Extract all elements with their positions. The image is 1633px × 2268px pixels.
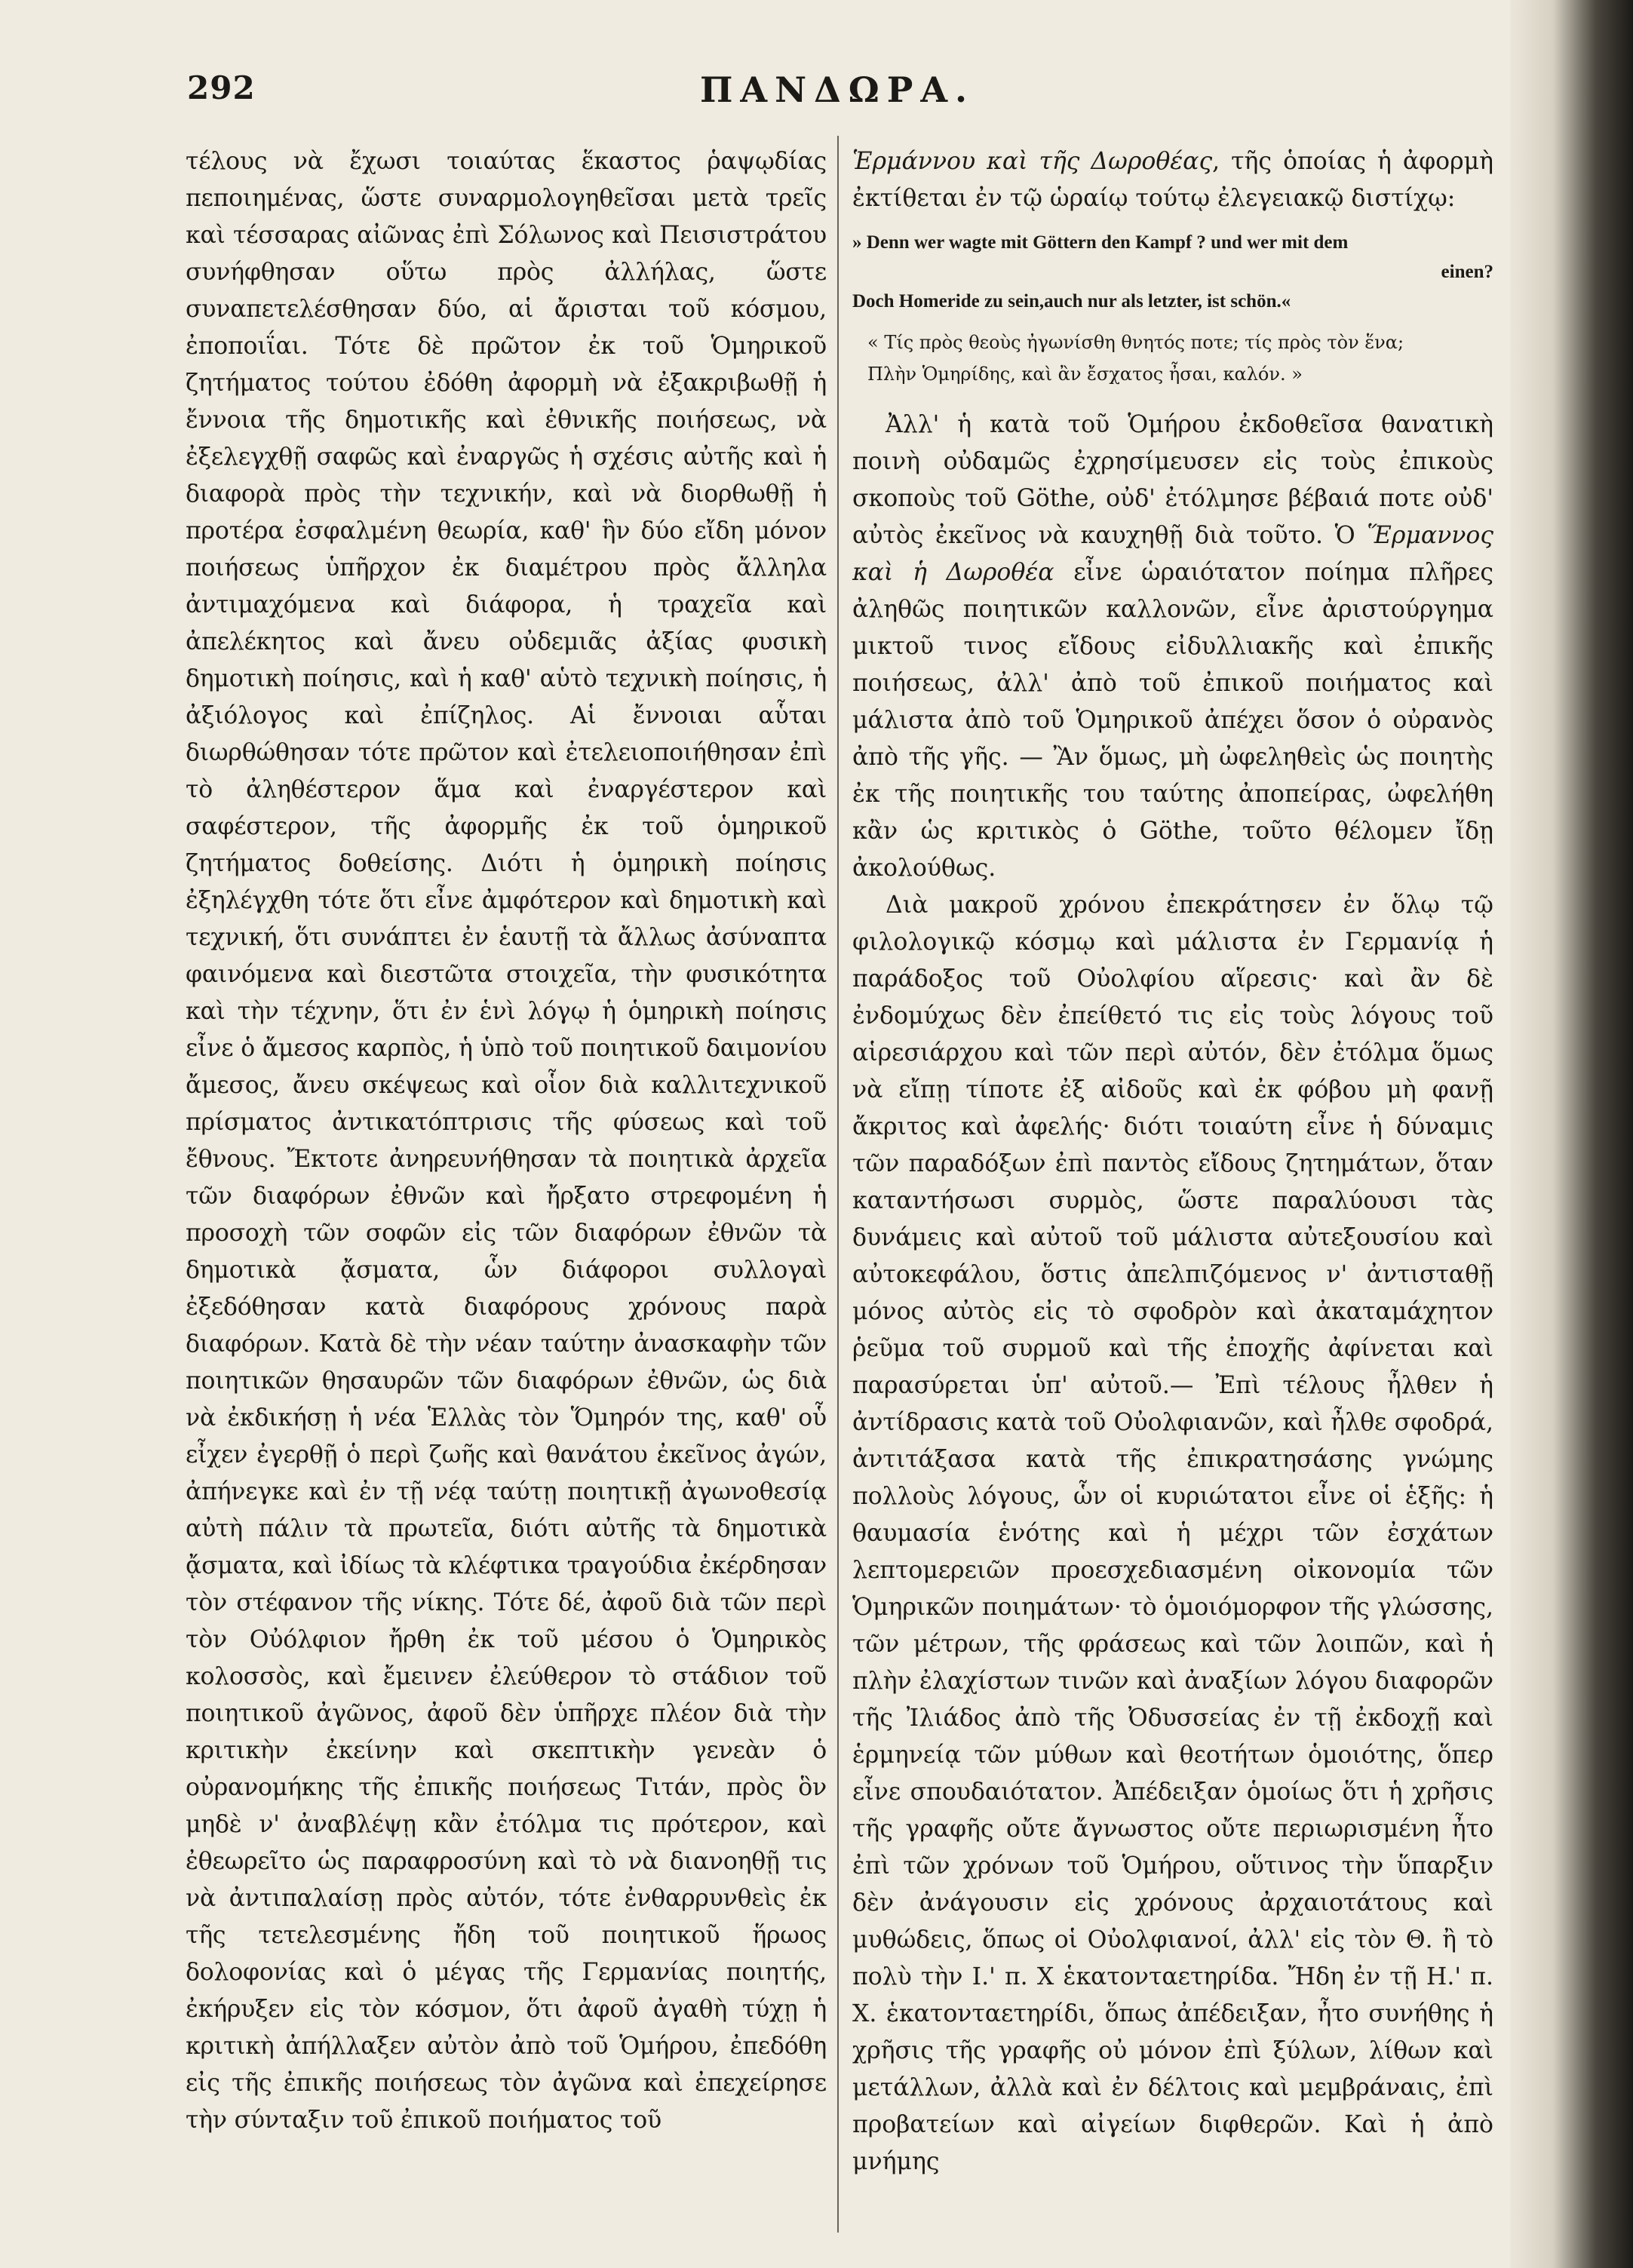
german-couplet xyxy=(852,228,1493,316)
page-header xyxy=(0,69,1509,122)
german-line-2: Doch Homeride zu sein,auch nur als letzter, ist schön.« xyxy=(852,291,1291,312)
paragraph-1-part-a: Ἀλλ' ἡ κατὰ τοῦ Ὁμήρου ἐκδοθεῖσα θανατικὴ ποινὴ οὐδαμῶς ἐχρησίμευσεν εἰς τοὺς ἐπικοὺς σκοποὺς τοῦ Göthe, οὐδ' ἐτόλμησε βέβαιά ποτε οὐδ' αὐτὸς ἐκεῖνος νὰ καυχηθῇ διὰ τοῦτο. Ὁ xyxy=(852,411,1493,549)
greek-verse-line-1: « Τίς πρὸς θεοὺς ἠγωνίσθη θνητός ποτε; τίς πρὸς τὸν ἕνα; xyxy=(867,332,1404,353)
right-column xyxy=(852,143,1493,2248)
right-paragraph-2: Διὰ μακροῦ χρόνου ἐπεκράτησεν ἐν ὅλῳ τῷ φιλολογικῷ κόσμῳ καὶ μάλιστα ἐν Γερμανίᾳ ἡ παράδοξος τοῦ Οὐολφίου αἵρεσις· καὶ ἂν δὲ ἐνδομύχως δὲν ἐπείθετό τις εἰς τοὺς λόγους τοῦ αἱρεσιάρχου καὶ τῶν περὶ αὐτόν, δὲν ἐτόλμα ὅμως νὰ εἴπῃ τίποτε ἐξ αἰδοῦς καὶ ἐκ φόβου μὴ φανῇ ἄκριτος καὶ ἀφελής· διότι τοιαύτη εἶνε ἡ δύναμις τῶν παραδόξων ἐπὶ παντὸς εἴδους ζητημάτων, ὅταν καταντήσωσι συρμὸς, ὥστε παραλύουσι τὰς δυνάμεις καὶ αὐτοῦ τοῦ μάλιστα αὐτεξουσίου καὶ αὐτοκεφάλου, ὅστις ἀπελπιζόμενος ν' ἀντισταθῇ μόνος αὐτὸς εἰς τὸ σφοδρὸν καὶ ἀκαταμάχητον ῥεῦμα τοῦ συρμοῦ καὶ τῆς ἐποχῆς ἀφίνεται καὶ παρασύρεται ὑπ' αὐτοῦ.— Ἐπὶ τέλους ἦλθεν ἡ ἀντίδρασις κατὰ τοῦ Οὐολφιανῶν, καὶ ἦλθε σφοδρά, ἀντιτάξασα κατὰ τῆς ἐπικρατησάσης γνώμης πολλοὺς λόγους, ὧν οἱ κυριώτατοι εἶνε οἱ ἑξῆς: ἡ θαυμασία ἑνότης καὶ ἡ μέχρι τῶν ἐσχάτων λεπτομερειῶν προεσχεδιασμένη οἰκονομία τῶν Ὁμηρικῶν ποιημάτων· τὸ ὁμοιόμορφον τῆς γλώσσης, τῶν μέτρων, τῆς φράσεως καὶ τῶν λοιπῶν, καὶ ἡ πλὴν ἐλαχίστων τινῶν καὶ ἀναξίων λόγου διαφορῶν τῆς Ἰλιάδος ἀπὸ τῆς Ὀδυσσείας ἐν τῇ ἐκδοχῇ καὶ ἑρμηνείᾳ τῶν μύθων καὶ θεοτήτων ὁμοιότης, ὅπερ εἶνε σπουδαιότατον. Ἀπέδειξαν ὁμοίως ὅτι ἡ χρῆσις τῆς γραφῆς οὔτε ἄγνωστος οὔτε περιωρισμένη ἦτο ἐπὶ τῶν χρόνων τοῦ Ὁμήρου, οὕτινος τὴν ὕπαρξιν δὲν ἀνάγουσιν εἰς χρόνους ἀρχαιοτάτους καὶ μυθώδεις, ὅπως οἱ Οὐολφιανοί, ἀλλ' εἰς τὸν Θ. ἢ τὸ πολὺ τὴν Ι.' π. Χ ἑκατονταετηρίδα. Ἤδη ἐν τῇ Η.' π. Χ. ἑκατονταετηρίδι, ὅπως ἀπέδειξαν, ἦτο συνήθης ἡ χρῆσις τῆς γραφῆς οὐ μόνον ἐπὶ ξύλων, λίθων καὶ μετάλλων, ἀλλὰ καὶ ἐν δέλτοις καὶ μεμβράναις, ἐπὶ προβατείων καὶ αἰγείων διφθερῶν. Καὶ ἡ ἀπὸ μνήμης xyxy=(852,892,1493,2175)
right-paragraph-1 xyxy=(852,407,1493,887)
greek-verse-line-2: Πλὴν Ὁμηρίδης, καὶ ἂν ἔσχατος ἦσαι, καλόν. » xyxy=(867,364,1303,385)
german-line-1: » Denn wer wagte mit Göttern den Kampf ? und wer mit dem xyxy=(852,232,1349,253)
book-binding-shadow xyxy=(1510,0,1633,2268)
work-title-italic: Ἑρμάννου καὶ τῆς Δωροθέας xyxy=(852,148,1213,175)
page-number: 292 xyxy=(187,69,256,106)
paragraph-1-italic-title: Ἕρμαννος καὶ ἡ Δωροθέα xyxy=(852,522,1493,586)
column-divider xyxy=(837,136,839,2233)
running-title: ΠΑΝΔΩΡΑ. xyxy=(699,69,975,110)
right-intro-paragraph xyxy=(852,143,1493,217)
left-column xyxy=(186,143,827,2248)
greek-translation-couplet xyxy=(867,327,1493,390)
paragraph-1-part-b: εἶνε ὡραιότατον ποίημα πλῆρες ἀληθῶς ποιητικῶν καλλονῶν, εἶνε ἀριστούργημα μικτοῦ τινος εἴδους εἰδυλλιακῆς καὶ ἐπικῆς ποιήσεως, ἀλλ' ἀπὸ τοῦ ἐπικοῦ ποιήματος καὶ μάλιστα ἀπὸ τοῦ Ὁμηρικοῦ ἀπέχει ὅσον ὁ οὐρανὸς ἀπὸ τῆς γῆς. — Ἂν ὅμως, μὴ ὠφεληθεὶς ὡς ποιητὴς ἐκ τῆς ποιητικῆς του ταύτης ἀποπείρας, ὠφελήθη κἂν ὡς κριτικὸς ὁ Göthe, τοῦτο θέλομεν ἴδῃ ἀκολούθως. xyxy=(852,559,1493,882)
intro-rest: , τῆς ὁποίας ἡ ἀφορμὴ ἐκτίθεται ἐν τῷ ὡραίῳ τούτῳ ἐλεγειακῷ διστίχῳ: xyxy=(852,148,1493,212)
left-column-text: τέλους νὰ ἔχωσι τοιαύτας ἕκαστος ῥαψῳδίας πεποιημένας, ὥστε συναρμολογηθεῖσαι μετὰ τρεῖς καὶ τέσσαρας αἰῶνας ἐπὶ Σόλωνος καὶ Πεισιστράτου συνήφθησαν οὕτω πρὸς ἀλλήλας, ὥστε συναπετελέσθησαν δύο, αἱ ἄρισται τοῦ κόσμου, ἐποποιΐαι. Τότε δὲ πρῶτον ἐκ τοῦ Ὁμηρικοῦ ζητήματος τούτου ἐδόθη ἀφορμὴ νὰ ἐξακριβωθῇ ἡ ἔννοια τῆς δημοτικῆς καὶ ἐθνικῆς ποιήσεως, νὰ ἐξελεγχθῇ σαφῶς καὶ ἐναργῶς ἡ σχέσις αὐτῆς καὶ ἡ διαφορὰ πρὸς τὴν τεχνικήν, καὶ νὰ διορθωθῇ ἡ προτέρα ἐσφαλμένη θεωρία, καθ' ἣν δύο εἴδη μόνον ποιήσεως ὑπῆρχον ἐκ διαμέτρου πρὸς ἄλληλα ἀντιμαχόμενα καὶ διάφορα, ἡ τραχεῖα καὶ ἀπελέκητος καὶ ἄνευ οὐδεμιᾶς ἀξίας φυσικὴ δημοτικὴ ποίησις, καὶ ἡ καθ' αὑτὸ τεχνικὴ ποίησις, ἡ ἀξιόλογος καὶ ἐπίζηλος. Αἱ ἔννοιαι αὗται διωρθώθησαν τότε πρῶτον καὶ ἐτελειοποιήθησαν ἐπὶ τὸ ἀληθέστερον ἅμα καὶ ἐναργέστερον καὶ σαφέστερον, τῆς ἀφορμῆς ἐκ τοῦ ὁμηρικοῦ ζητήματος δοθείσης. Διότι ἡ ὁμηρικὴ ποίησις ἐξηλέγχθη τότε ὅτι εἶνε ἀμφότερον καὶ δημοτικὴ καὶ τεχνική, ὅτι συνάπτει ἐν ἑαυτῇ τὰ ἄλλως ἀσύναπτα φαινόμενα καὶ διεστῶτα στοιχεῖα, τὴν φυσικότητα καὶ τὴν τέχνην, ὅτι ἐν ἑνὶ λόγῳ ἡ ὁμηρικὴ ποίησις εἶνε ὁ ἄμεσος καρπὸς, ἡ ὑπὸ τοῦ ποιητικοῦ δαιμονίου ἄμεσος, ἄνευ σκέψεως καὶ οἷον διὰ καλλιτεχνικοῦ πρίσματος ἀντικατόπτρισις τῆς φύσεως καὶ τοῦ ἔθνους. Ἔκτοτε ἀνηρευνήθησαν τὰ ποιητικὰ ἀρχεῖα τῶν διαφόρων ἐθνῶν καὶ ἤρξατο στρεφομένη ἡ προσοχὴ τῶν σοφῶν εἰς τῶν διαφόρων ἐθνῶν τὰ δημοτικὰ ᾄσματα, ὧν διάφοροι συλλογαὶ ἐξεδόθησαν κατὰ διαφόρους χρόνους παρὰ διαφόρων. Κατὰ δὲ τὴν νέαν ταύτην ἀνασκαφὴν τῶν ποιητικῶν θησαυρῶν τῶν διαφόρων ἐθνῶν, ὡς διὰ νὰ ἐκδικήσῃ ἡ νέα Ἑλλὰς τὸν Ὅμηρόν της, καθ' οὗ εἶχεν ἐγερθῇ ὁ περὶ ζωῆς καὶ θανάτου ἐκεῖνος ἀγών, ἀπήνεγκε καὶ ἐν τῇ νέᾳ ταύτῃ ποιητικῇ ἀγωνοθεσίᾳ αὐτὴ πάλιν τὰ πρωτεῖα, διότι αὐτῆς τὰ δημοτικὰ ᾄσματα, καὶ ἰδίως τὰ κλέφτικα τραγούδια ἐκέρδησαν τὸν στέφανον τῆς νίκης. Τότε δέ, ἀφοῦ διὰ τῶν περὶ τὸν Οὐόλφιον ἤρθη ἐκ τοῦ μέσου ὁ Ὁμηρικὸς κολοσσὸς, καὶ ἔμεινεν ἐλεύθερον τὸ στάδιον τοῦ ποιητικοῦ ἀγῶνος, ἀφοῦ δὲν ὑπῆρχε πλέον διὰ τὴν κριτικὴν ἐκείνην καὶ σκεπτικὴν γενεὰν ὁ οὐρανομήκης τῆς ἐπικῆς ποιήσεως Τιτάν, πρὸς ὃν μηδὲ ν' ἀναβλέψῃ κἂν ἐτόλμα τις πρότερον, καὶ ἐθεωρεῖτο ὡς παραφροσύνη καὶ τὸ νὰ διανοηθῇ τις νὰ ἀντιπαλαίσῃ πρὸς αὐτόν, τότε ἐνθαρρυνθεὶς ἐκ τῆς τετελεσμένης ἤδη τοῦ ποιητικοῦ ἥρωος δολοφονίας καὶ ὁ μέγας τῆς Γερμανίας ποιητής, ἐκήρυξεν εἰς τὸν κόσμον, ὅτι ἀφοῦ ἀγαθὴ τύχῃ ἡ κριτικὴ ἀπήλλαξεν αὐτὸν ἀπὸ τοῦ Ὁμήρου, ἐπεδόθη εἰς τῆς ἐπικῆς ποιήσεως τὸν ἀγῶνα καὶ ἐπεχείρησε τὴν σύνταξιν τοῦ ἐπικοῦ ποιήματος τοῦ xyxy=(186,148,827,2134)
german-line-1-continuation: einen? xyxy=(1441,262,1493,282)
